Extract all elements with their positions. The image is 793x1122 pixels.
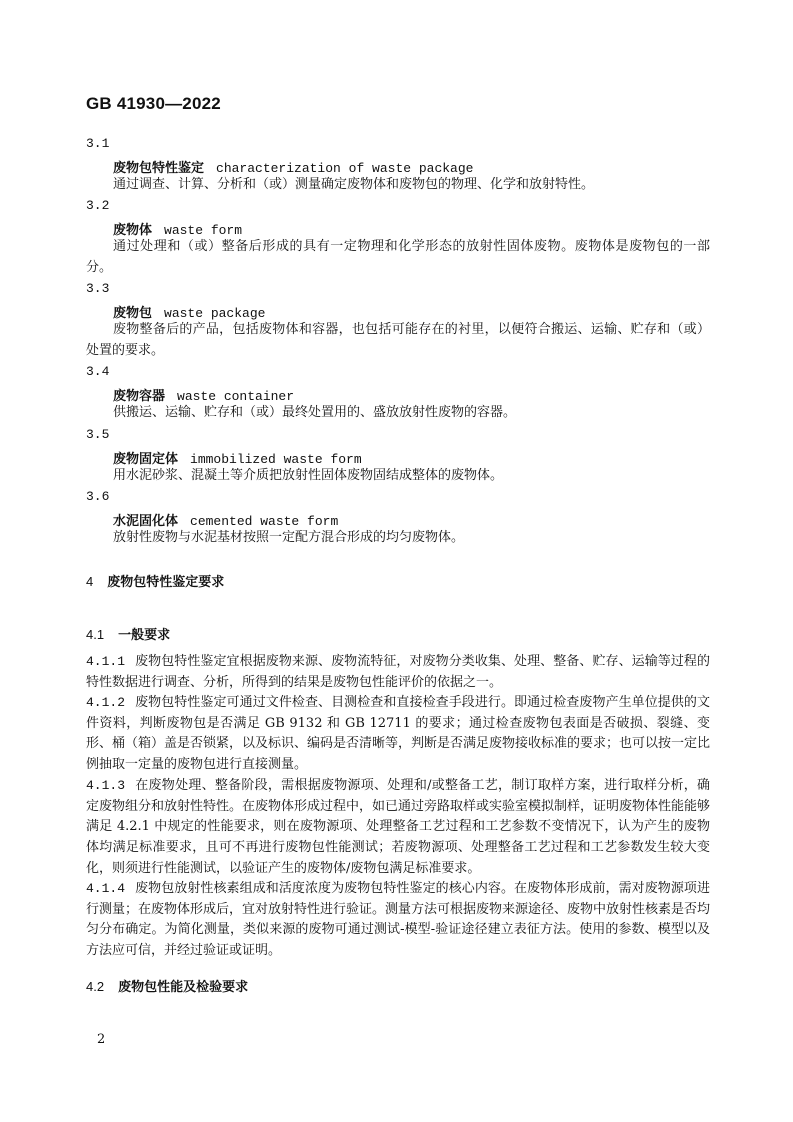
subsection-heading: [86, 624, 170, 643]
term-zh: 水泥固化体: [113, 514, 179, 529]
term-en: cemented waste form: [190, 514, 339, 529]
subsection-title: 废物包性能及检验要求: [118, 980, 249, 995]
term-heading: [113, 448, 362, 467]
term-heading: [113, 385, 294, 404]
term-definition: 放射性废物与水泥基材按照一定配方混合形成的均匀废物体。: [113, 530, 465, 545]
term-number: 3.6: [86, 489, 110, 504]
clause-text: 在废物处理、整备阶段，需根据废物源项、处理和/或整备工艺，制订取样方案，进行取样分析，确定废物组分和放射性特性。在废物体形成过程中，如已通过旁路取样或实验室模拟制样，证明废物体性能能够满足 4.2.1 中规定的性能要求，则在废物源项、处理整备工艺过程和工艺参数不变情况下，认为产生的废物体均满足标准要求，且可不再进行废物包性能测试；若废物源项、处理整备工艺过程和工艺参数发生较大变化，则须进行性能测试，以验证产生的废物体/废物包满足标准要求。: [86, 778, 711, 876]
clause-number: 4.1.2: [86, 695, 126, 710]
section-number: 4: [86, 574, 94, 589]
term-heading: [113, 510, 338, 529]
term-en: characterization of waste package: [216, 161, 474, 176]
term-zh: 废物容器: [113, 389, 166, 404]
term-en: immobilized waste form: [190, 452, 362, 467]
clause-paragraph: [86, 652, 710, 693]
term-en: waste container: [177, 389, 295, 404]
term-definition: 通过处理和（或）整备后形成的具有一定物理和化学形态的放射性固体废物。废物体是废物包的一部分。: [86, 239, 710, 275]
section-title: 废物包特性鉴定要求: [107, 575, 225, 590]
term-number: 3.5: [86, 427, 110, 442]
clause-number: 4.1.1: [86, 654, 126, 669]
subsection-number: 4.1: [86, 627, 105, 642]
term-number: 3.3: [86, 281, 110, 296]
clause-number: 4.1.4: [86, 881, 126, 896]
term-heading: [113, 302, 265, 321]
clause-paragraph: [86, 879, 710, 962]
term-definition: 用水泥砂浆、混凝土等介质把放射性固体废物固结成整体的废物体。: [113, 468, 504, 483]
term-en: waste form: [164, 223, 243, 238]
clause-paragraph: [86, 776, 710, 880]
clause-text: 废物包放射性核素组成和活度浓度为废物包特性鉴定的核心内容。在废物体形成前，需对废物源项进行测量；在废物体形成后，宜对放射特性进行验证。测量方法可根据废物来源途径、废物中放射性核素是否均匀分布确定。为简化测量，类似来源的废物可通过测试-模型-验证途径建立表征方法。使用的参数、模型以及方法应可信，并经过验证或证明。: [86, 881, 711, 959]
term-number: 3.2: [86, 198, 110, 213]
subsection-number: 4.2: [86, 979, 105, 994]
clause-number: 4.1.3: [86, 778, 126, 793]
clause-text: 废物包特性鉴定宜根据废物来源、废物流特征，对废物分类收集、处理、整备、贮存、运输等过程的特性数据进行调查、分析，所得到的结果是废物包性能评价的依据之一。: [86, 654, 710, 690]
term-definition: 供搬运、运输、贮存和（或）最终处置用的、盛放放射性废物的容器。: [113, 405, 517, 420]
term-en: waste package: [164, 306, 266, 321]
subsection-title: 一般要求: [118, 628, 171, 643]
term-heading: [113, 219, 242, 238]
term-number: 3.1: [86, 136, 110, 151]
term-definition: 废物整备后的产品，包括废物体和容器，也包括可能存在的衬里，以便符合搬运、运输、贮存和（或）处置的要求。: [86, 322, 710, 358]
term-number: 3.4: [86, 364, 110, 379]
term-heading: [113, 157, 473, 176]
term-zh: 废物固定体: [113, 452, 179, 467]
term-zh: 废物包: [113, 306, 153, 321]
clause-text: 废物包特性鉴定可通过文件检查、目测检查和直接检查手段进行。即通过检查废物产生单位提供的文件资料，判断废物包是否满足 GB 9132 和 GB 12711 的要求；通过检查废物包表面是否破损、裂缝、变形、桶（箱）盖是否锁紧，以及标识、编码是否清晰等，判断是否满足废物接收标准的要求；也可以按一定比例抽取一定量的废物包进行直接测量。: [86, 695, 711, 773]
term-zh: 废物体: [113, 223, 153, 238]
subsection-heading: [86, 976, 248, 995]
section-heading: [86, 571, 224, 590]
standard-id-header: GB 41930—2022: [86, 94, 221, 113]
clause-paragraph: [86, 693, 710, 776]
term-definition: 通过调查、计算、分析和（或）测量确定废物体和废物包的物理、化学和放射特性。: [113, 177, 595, 192]
page-number: 2: [97, 1032, 106, 1047]
term-zh: 废物包特性鉴定: [113, 161, 205, 176]
